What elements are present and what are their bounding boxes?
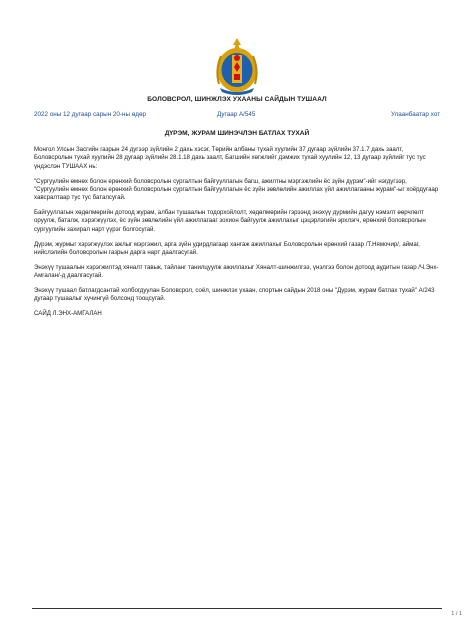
paragraph-repeal: Энэхүү тушаал батлагдсантай холбогдуулан Боловсрол, соёл, шинжлэх ухаан, спортын сайдын 2018 оны "Дүрэм, журам батлах тухай" А/243 дугаар тушаалыг хүчингүй болсонд тооцсугай. [34, 286, 435, 303]
paragraph-monitoring: Энэхүү тушаалын хэрэгжилтэд хяналт тавьж, тайланг танилцуулж ажиллахыг Хяналт-шинжилгээ, үнэлгээ болон дотоод аудитын газар /Ч.Энх-Амгалан/-д даалгасугай. [34, 263, 439, 280]
order-number: Дугаар А/545 [217, 111, 256, 118]
paragraph-approve-rules: "Сургуулийн өмнөх болон ерөнхий боловсролын сургалтын байгууллагын багш, ажилтны мэргэжлийн ёс зүйн дүрэм"-ийг нэгдүгээр, "Сургуулийн өмнөх болон ерөнхий боловсролын сургалтын байгууллагын ёс зүйн зөвлөлийн ажиллах үйл ажиллагааны журам"-ыг хоёрдугаар хавсралтаар тус тус баталсугай. [34, 177, 439, 202]
paragraph-preamble: Монгол Улсын Засгийн газрын 24 дүгээр зүйлийн 2 дахь хэсэг, Төрийн албаны тухай хуулийн 37 дугаар зүйлийн 37.1.7 дахь заалт, Боловсролын тухай хуулийн 28 дугаар зүйлийн 28.1.18 дахь заалт, Багшийн хөгжлийг дэмжих тухай хуулийн 12, 13 дугаар зүйлийг тус тус үндэслэн ТУШААХ нь: [34, 146, 426, 170]
mongolia-state-emblem-icon [212, 36, 262, 96]
paragraph-implementation: Байгууллагын хөдөлмөрийн дотоод журам, албан тушаалын тодорхойлолт, хөдөлмөрийн гэрээнд энэхүү дүрмийн дагуу нэмэлт өөрчлөлт оруулж, баталж, хэрэгжүүлэх, ёс зүйн зөвлөлийн үйл ажиллагааг зохион байгуулж ажиллахыг цэцэрлэгийн эрхлэгч, ерөнхий боловсролын сургуулийн захирал нарт үүрэг болгосугай. [34, 209, 426, 233]
order-date: 2022 оны 12 дугаар сарын 20-ны өдөр [34, 111, 146, 118]
paragraph-guidance: Дүрэм, журмыг хэрэгжүүлэх ажлыг мэргэжил, арга зүйн удирдлагаар хангаж ажиллахыг Боловсролын ерөнхий газар /Т.Нямочир/, аймаг, нийслэлийн боловсролын газрын дарга нарт даалгасугай. [34, 240, 420, 256]
order-body [34, 146, 442, 325]
ministry-heading: БОЛОВСРОЛ, ШИНЖЛЭХ УХААНЫ САЙДЫН ТУШААЛ [147, 96, 327, 103]
order-city: Улаанбаатар хот [391, 111, 440, 118]
footer-divider [32, 608, 442, 609]
order-title: ДҮРЭМ, ЖУРАМ ШИНЭЧЛЭН БАТЛАХ ТУХАЙ [164, 130, 310, 137]
signature: САЙД Л.ЭНХ-АМГАЛАН [34, 309, 102, 317]
page-number: 1 / 1 [451, 611, 462, 617]
